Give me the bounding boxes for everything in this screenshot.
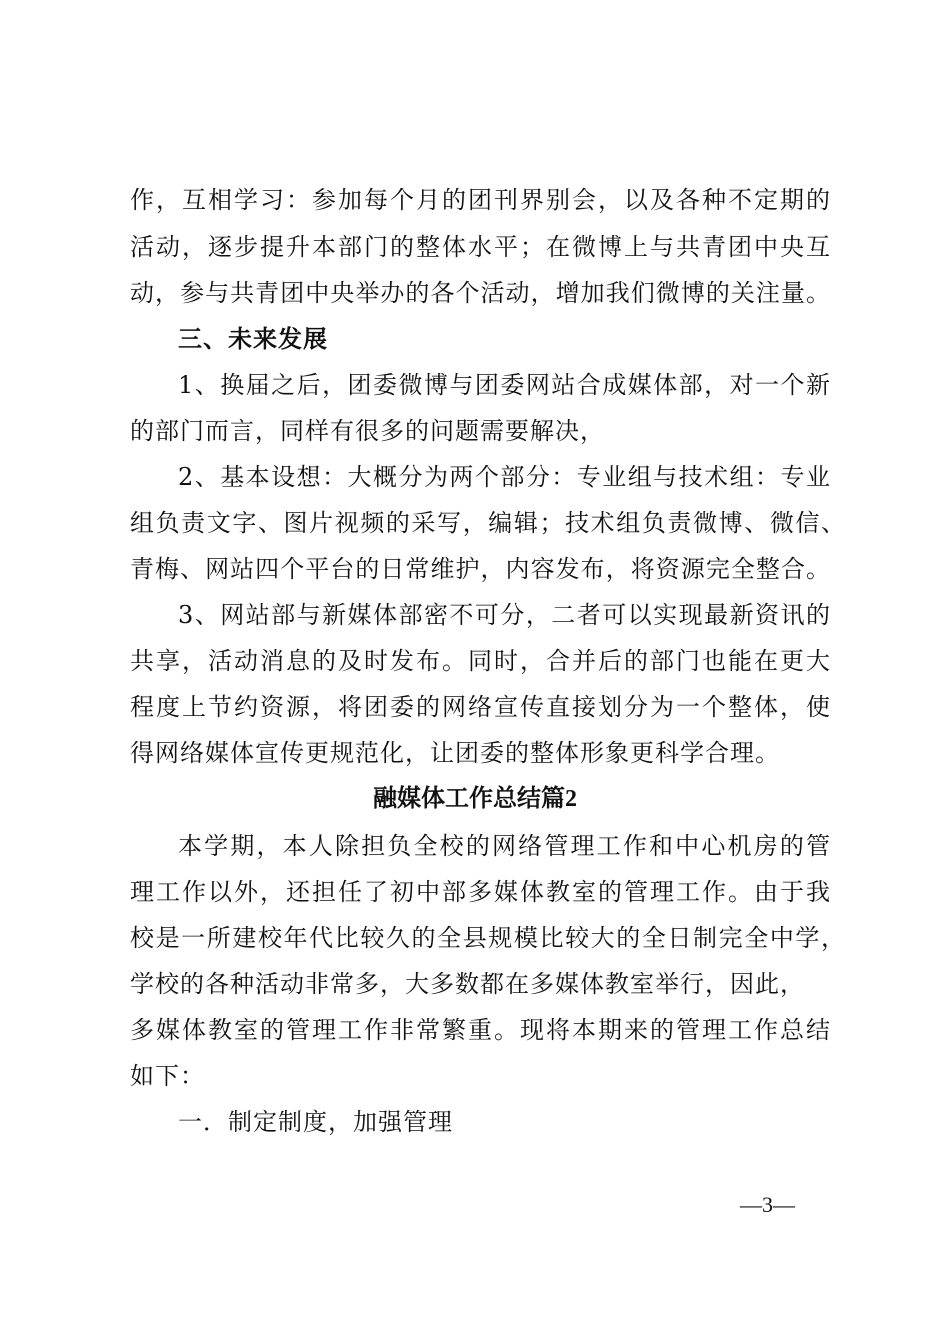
paragraph-line: 3、网站部与新媒体部密不可分，二者可以实现最新资讯的: [178, 601, 830, 629]
paragraph-line: 动，参与共青团中央举办的各个活动，增加我们微博的关注量。: [130, 279, 830, 307]
paragraph-line: 组负责文字、图片视频的采写，编辑；技术组负责微博、微信、: [130, 509, 845, 537]
paragraph-line: 的部门而言，同样有很多的问题需要解决，: [130, 417, 605, 445]
subheading: 一．制定制度，加强管理: [178, 1108, 453, 1136]
paragraph-line: 青梅、网站四个平台的日常维护，内容发布，将资源完全整合。: [130, 555, 830, 583]
section-title: 融媒体工作总结篇2: [373, 786, 577, 812]
paragraph-line: 共享，活动消息的及时发布。同时，合并后的部门也能在更大: [130, 647, 830, 675]
paragraph-line: 1、换届之后，团委微博与团委网站合成媒体部，对一个新: [178, 371, 830, 399]
paragraph-line: 程度上节约资源，将团委的网络宣传直接划分为一个整体，使: [130, 693, 830, 721]
paragraph-line: 理工作以外，还担任了初中部多媒体教室的管理工作。由于我: [130, 878, 830, 906]
paragraph-line: 本学期，本人除担负全校的网络管理工作和中心机房的管: [178, 832, 830, 860]
paragraph-line: 得网络媒体宣传更规范化，让团委的整体形象更科学合理。: [130, 739, 780, 767]
paragraph-line: 如下：: [130, 1062, 205, 1090]
paragraph-line: 校是一所建校年代比较久的全县规模比较大的全日制完全中学，: [130, 924, 845, 952]
paragraph-line: 学校的各种活动非常多，大多数都在多媒体教室举行，因此，: [130, 970, 805, 998]
paragraph-line: 2、基本设想：大概分为两个部分：专业组与技术组：专业: [178, 463, 830, 491]
paragraph-line: 作，互相学习：参加每个月的团刊界别会，以及各种不定期的: [130, 186, 830, 214]
section-heading: 三、未来发展: [178, 324, 328, 353]
paragraph-line: 活动，逐步提升本部门的整体水平；在微博上与共青团中央互: [130, 233, 830, 261]
paragraph-line: 多媒体教室的管理工作非常繁重。现将本期来的管理工作总结: [130, 1016, 830, 1044]
page-number: —3—: [740, 1192, 795, 1217]
